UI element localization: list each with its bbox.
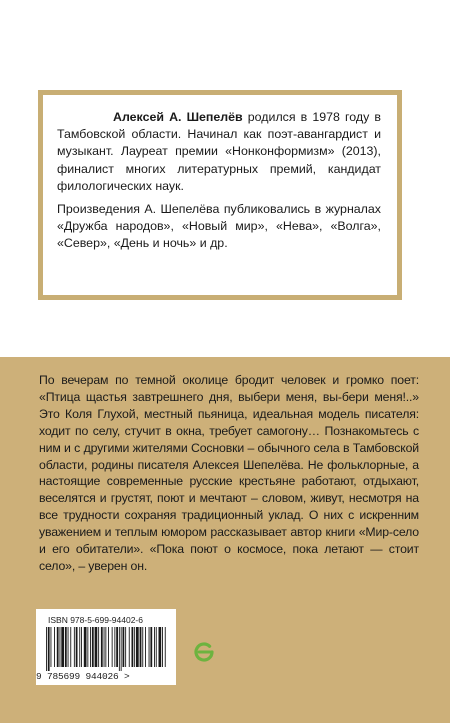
barcode-bar bbox=[129, 627, 130, 667]
barcode-bar bbox=[68, 627, 69, 667]
book-blurb bbox=[39, 372, 419, 575]
barcode-bar bbox=[90, 627, 91, 667]
barcode-bar bbox=[84, 627, 87, 667]
barcode-bar bbox=[132, 627, 134, 667]
barcode-bar bbox=[74, 627, 75, 667]
barcode-bar bbox=[87, 627, 88, 667]
barcode-bar bbox=[116, 627, 118, 667]
isbn-block bbox=[36, 609, 176, 685]
barcode-bar bbox=[134, 627, 135, 667]
barcode-bar bbox=[149, 627, 150, 667]
barcode-bar bbox=[95, 627, 98, 667]
barcode-bar bbox=[65, 627, 67, 667]
barcode-bar bbox=[154, 627, 155, 667]
barcode-bar bbox=[51, 627, 52, 667]
barcode-bar bbox=[48, 627, 50, 671]
barcode-icon bbox=[44, 627, 168, 671]
bio-text-1: родился в 1978 году в Тамбовской области. Начинал как поэт-авангардист и музыкант. Лауреат премии «Нонконформизм» (2013), финалист многих литературных премий, кандидат филологических наук. bbox=[57, 110, 382, 193]
barcode-bar bbox=[156, 627, 157, 667]
barcode-bar bbox=[92, 627, 94, 667]
barcode-bar bbox=[125, 627, 126, 667]
barcode-bar bbox=[105, 627, 106, 667]
barcode-bar bbox=[162, 627, 163, 667]
bio-paragraph-1 bbox=[57, 109, 381, 195]
blurb-text: По вечерам по темной околице бродит человек и громко поет: «Птица щастья завтрешнего дня, выбери меня, вы-бери меня!..» Это Коля Глухой, местный пьяница, идеальная модель писателя: ходит по селу, стучит в окна, требует самогону… Познакомьтесь с ним и с другими жителями Сосновки – обычного села в Тамбовской области, родины писателя Алексея Шепелёва. Не фольклорные, а настоящие современные русские крестьяне работают, отдыхают, веселятся и грустят, поют и мечтают – словом, живут, несмотря на все трудности сохраняя традиционный уклад. О них с искренним уважением и теплым юмором рассказывает автор книги «Мир-село и его обитатели». «Пока поют о космосе, пока летают — стоит село», – уверен он. bbox=[39, 373, 419, 573]
barcode-bar bbox=[119, 627, 120, 671]
barcode-bar bbox=[57, 627, 59, 667]
barcode-digits: 9 785699 944026 > bbox=[36, 671, 130, 682]
barcode-bar bbox=[108, 627, 109, 667]
barcode-bar bbox=[46, 627, 47, 671]
barcode-bar bbox=[150, 627, 152, 667]
barcode-bar bbox=[140, 627, 142, 667]
barcode-bar bbox=[145, 627, 146, 667]
isbn-label: ISBN 978-5-699-94402-6 bbox=[48, 615, 143, 625]
barcode-bar bbox=[98, 627, 99, 667]
barcode-bar bbox=[60, 627, 61, 667]
barcode-bar bbox=[121, 627, 122, 671]
barcode-bar bbox=[61, 627, 64, 667]
barcode-bar bbox=[142, 627, 143, 667]
barcode-bar bbox=[104, 627, 105, 667]
barcode-bar bbox=[79, 627, 80, 667]
barcode-bar bbox=[136, 627, 139, 667]
eksmo-logo-icon bbox=[192, 640, 216, 664]
barcode-bar bbox=[112, 627, 113, 667]
bio-paragraph-2: Произведения А. Шепелёва публиковались в журналах «Дружба народов», «Новый мир», «Нева», «Волга», «Север», «День и ночь» и др. bbox=[57, 202, 381, 251]
barcode-bar bbox=[81, 627, 82, 667]
author-bio-frame bbox=[38, 90, 402, 300]
barcode-bar bbox=[54, 627, 55, 667]
barcode-bar bbox=[159, 627, 162, 667]
barcode-bar bbox=[76, 627, 78, 667]
barcode-bar bbox=[70, 627, 71, 667]
author-name: Алексей А. Шепелёв bbox=[113, 110, 243, 124]
barcode-bar bbox=[101, 627, 103, 667]
barcode-bar bbox=[165, 627, 166, 667]
barcode-bar bbox=[123, 627, 125, 667]
barcode-bar bbox=[114, 627, 115, 667]
